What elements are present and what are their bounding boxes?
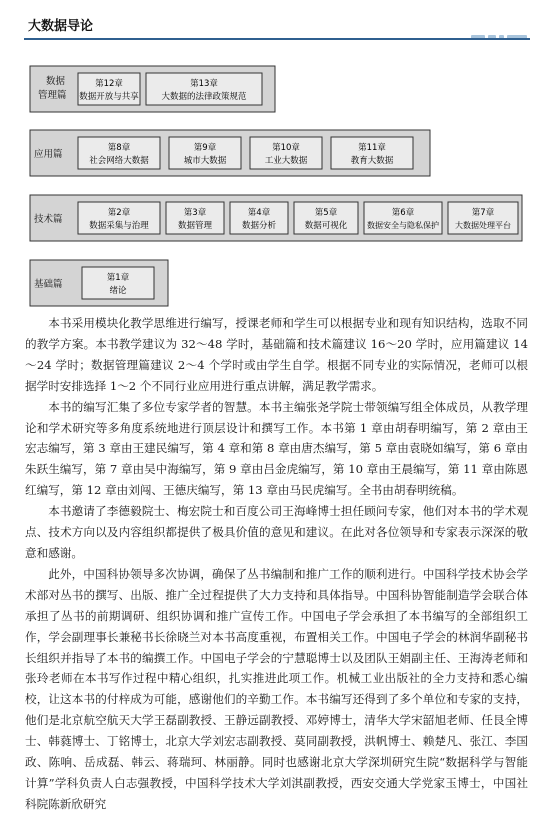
chapter-box [82,267,154,299]
tier-label-2: 管理篇 [38,90,67,101]
tier-foundation [30,260,168,306]
chapter-box [78,137,160,169]
chapter-number: 第6章 [391,208,415,218]
chapter-title: 数据可视化 [304,221,348,231]
chapter-title: 数据采集与治理 [89,221,149,231]
chapter-number: 第7章 [471,208,495,218]
chapter-number: 第3章 [183,208,207,218]
paragraph-advisors: 本书邀请了李德毅院士、梅宏院士和百度公司王海峰博士担任顾问专家，他们对本书的学术观点、技术方向以及内容组织都提供了极具价值的意见和建议。在此对各位领导和专家表示深深的敬意和感谢。 [25,504,528,560]
chapter-number: 第11章 [358,143,386,153]
tier-label: 技术篇 [34,214,63,225]
chapter-box [364,202,442,234]
chapter-number: 第1章 [106,273,130,283]
chapter-title: 数据开放与共享 [79,92,139,102]
paragraph-authors: 本书的编写汇集了多位专家学者的智慧。本书主编张尧学院士带领编写组全体成员，从教学理论和学术研究等多角度系统地进行顶层设计和撰写工作。本书第 1 章由胡春明编写，第 2 章由王宏志编写，第 3 章由王建民编写，第 4 章和第 8 章由唐杰编写，第 5 章由袁晓如编写，第 6 章由朱跃生编写，第 7 章由吴中海编写，第 9 章由吕金虎编写，第 10 章由王晨编写，第 11 章由陈恩红编写，第 12 章由刘闯、王德庆编写，第 13 章由马民虎编写。全书由胡春明统稿。 [25,399,528,498]
header-rule [24,38,530,40]
chapter-title: 数据分析 [241,221,277,231]
chapter-number: 第10章 [272,143,300,153]
chapter-title: 城市大数据 [183,156,227,166]
paragraph-acknowledgements: 此外，中国科协领导多次协调，确保了丛书编制和推广工作的顺利进行。中国科学技术协会学术部对丛书的撰写、出版、推广全过程提供了大力支持和具体指导。中国科协智能制造学会联合体承担了丛书的前期调研、组织协调和推广宣传工作。中国电子学会承担了本书编写的全部组织工作，学会副理事长兼秘书长徐晓兰对本书高度重视，布置相关工作。中国电子学会的林润华副秘书长组织并指导了本书的编撰工作。中国电子学会的宁慧聪博士以及团队王娟副主任、王海涛老师和张玲老师在本书写作过程中精心组织，扎实推进此项工作。机械工业出版社的全力支持和悉心编校，让这本书的付梓成为可能，感谢他们的辛勤工作。本书编写还得到了多个单位和专家的支持，他们是北京航空航天大学王磊副教授、王静远副教授、邓婷博士，清华大学宋韶旭老师、任艮全博士、韩蕤博士、丁铭博士，北京大学刘宏志副教授、莫同副教授，洪帆博士、赖楚凡、张江、李国政、陈响、岳成磊、韩云、蒋瑞珂、林丽静。同时也感谢北京大学深圳研究生院“数据科学与智能计算”学科负责人白志强教授，中国科学技术大学刘淇副教授，西安交通大学党家玉博士，中国社科院陈新欣研究 [25,566,528,811]
chapter-title: 大数据处理平台 [455,221,511,230]
chapter-number: 第5章 [314,208,338,218]
chapter-number: 第12章 [95,79,123,89]
chapter-title: 工业大数据 [264,156,308,166]
chapter-title: 社会网络大数据 [89,156,149,166]
chapter-number: 第4章 [247,208,271,218]
tier-data-management [30,66,275,112]
chapter-title: 大数据的法律政策规范 [161,92,247,102]
tier-label: 应用篇 [34,149,63,160]
tier-technology [30,195,522,241]
chapter-box [169,137,241,169]
chapter-number: 第2章 [107,208,131,218]
chapter-title: 绪论 [109,286,127,296]
chapter-box [448,202,518,234]
chapter-box [78,202,160,234]
book-structure-diagram [26,62,524,308]
running-title: 大数据导论 [28,19,94,34]
chapter-box [78,73,140,105]
chapter-number: 第8章 [107,143,131,153]
page-header [0,0,550,46]
chapter-number: 第9章 [193,143,217,153]
chapter-box [250,137,322,169]
chapter-box [331,137,413,169]
chapter-number: 第13章 [190,79,218,89]
body-text [25,313,528,815]
chapter-box [166,202,224,234]
chapter-box [294,202,358,234]
header-decoration [468,24,528,30]
chapter-title: 数据安全与隐私保护 [367,221,439,230]
tier-application [30,130,430,176]
tier-label: 数据 [46,76,66,87]
chapter-title: 数据管理 [177,221,213,231]
chapter-box [146,73,262,105]
tier-label: 基础篇 [34,279,63,290]
chapter-title: 教育大数据 [350,156,394,166]
chapter-box [230,202,288,234]
paragraph-teaching-plan: 本书采用模块化教学思维进行编写，授课老师和学生可以根据专业和现有知识结构，选取不同的教学方案。本书教学建议为 32～48 学时，基础篇和技术篇建议 16～20 学时，应用篇建议 14～24 学时；数据管理篇建议 2～4 个学时或由学生自学。根据不同专业的实际情况，老师可以根据学时安排选择 1～2 个不同行业应用进行重点讲解，满足教学需求。 [25,316,528,393]
